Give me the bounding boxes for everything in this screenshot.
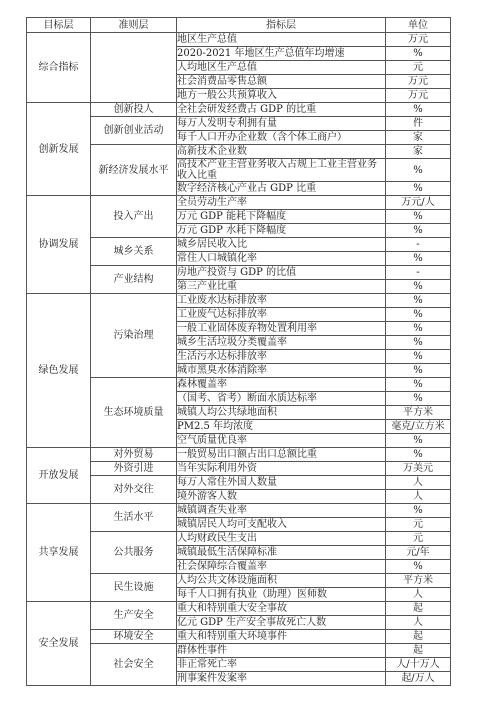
indicator-cell: 人均地区生产总值 [177,61,386,75]
unit-cell: 万元 [386,75,451,89]
unit-cell: 件 [386,117,451,131]
table-row [27,145,451,159]
table-row [27,602,451,616]
target-layer-cell: 创新发展 [27,103,91,196]
indicator-cell: 森林覆盖率 [177,378,386,392]
target-layer-cell: 绿色发展 [27,294,91,448]
criteria-layer-cell: 环境安全 [91,630,177,644]
unit-cell: % [386,210,451,224]
unit-cell: % [386,224,451,238]
unit-cell: - [386,266,451,280]
indicator-cell: 工业废气达标排放率 [177,308,386,322]
indicator-cell: 每万人发明专利拥有量 [177,117,386,131]
unit-cell: % [386,350,451,364]
unit-cell: 元/年 [386,546,451,560]
table-row [27,266,451,280]
unit-cell: % [386,448,451,462]
criteria-layer-cell: 社会安全 [91,644,177,686]
indicator-cell: 生活污水达标排放率 [177,350,386,364]
indicator-cell: 每千人口开办企业数（含个体工商户） [177,131,386,145]
header-target-layer: 目标层 [27,18,91,33]
unit-cell: % [386,280,451,294]
indicator-cell: 房地产投资与 GDP 的比值 [177,266,386,280]
table-row [27,532,451,546]
unit-cell: 起 [386,644,451,658]
target-layer-cell: 共享发展 [27,504,91,602]
criteria-layer-cell: 产业结构 [91,266,177,294]
criteria-layer-cell: 外资引进 [91,462,177,476]
indicator-cell: 重大和特别重大环境事件 [177,630,386,644]
criteria-layer-cell: 公共服务 [91,532,177,574]
target-layer-cell: 综合指标 [27,33,91,103]
indicator-cell: PM2.5 年均浓度 [177,420,386,434]
table-row [27,294,451,308]
indicator-cell: 人均公共文体设施面积 [177,574,386,588]
indicator-cell: 非正常死亡率 [177,658,386,672]
indicator-cell: 城市黑臭水体消除率 [177,364,386,378]
unit-cell: 平方米 [386,406,451,420]
indicator-cell: 城镇人均公共绿地面积 [177,406,386,420]
unit-cell: 万元 [386,33,451,47]
indicator-cell: 高技术产业主营业务收入占规上工业主营业务收入比重 [177,159,386,182]
unit-cell: 毫克/立方米 [386,420,451,434]
indicator-table [26,17,451,686]
indicator-cell: 城乡居民收入比 [177,238,386,252]
unit-cell: 人/十万人 [386,658,451,672]
indicator-cell: 2020-2021 年地区生产总值年均增速 [177,47,386,61]
unit-cell: % [386,434,451,448]
table-row [27,504,451,518]
criteria-layer-cell: 创新创业活动 [91,117,177,145]
criteria-layer-cell: 生活水平 [91,504,177,532]
header-row [27,18,451,33]
indicator-cell: （国考、省考）断面水质达标率 [177,392,386,406]
table-body [27,33,451,686]
unit-cell: % [386,294,451,308]
unit-cell: 人 [386,588,451,602]
table-row [27,33,451,47]
criteria-layer-cell: 创新投人 [91,103,177,117]
table-row [27,196,451,210]
unit-cell: 起 [386,602,451,616]
criteria-layer-cell: 对外交往 [91,476,177,504]
indicator-cell: 空气质量优良率 [177,434,386,448]
unit-cell: % [386,336,451,350]
criteria-layer-cell [91,33,177,103]
unit-cell: 平方米 [386,574,451,588]
indicator-cell: 数字经济核心产业占 GDP 比重 [177,182,386,196]
indicator-cell: 一般工业固体废弃物处置利用率 [177,322,386,336]
indicator-cell: 城镇最低生活保障标准 [177,546,386,560]
indicator-cell: 人均财政民生支出 [177,532,386,546]
unit-cell: 元 [386,532,451,546]
table-row [27,103,451,117]
indicator-cell: 当年实际利用外资 [177,462,386,476]
indicator-cell: 每万人常住外国人数量 [177,476,386,490]
indicator-cell: 高新技术企业数 [177,145,386,159]
unit-cell: % [386,159,451,182]
unit-cell: % [386,560,451,574]
unit-cell: 万美元 [386,462,451,476]
unit-cell: 万元 [386,89,451,103]
table-row [27,630,451,644]
table-row [27,644,451,658]
unit-cell: % [386,364,451,378]
indicator-cell: 常住人口城镇化率 [177,252,386,266]
table-row [27,448,451,462]
indicator-cell: 社会消费品零售总额 [177,75,386,89]
indicator-cell: 刑事案件发案率 [177,672,386,686]
unit-cell: % [386,504,451,518]
table-row [27,378,451,392]
indicator-cell: 城乡生活垃圾分类覆盖率 [177,336,386,350]
unit-cell: % [386,182,451,196]
unit-cell: % [386,308,451,322]
table-row [27,238,451,252]
unit-cell: 起/万人 [386,672,451,686]
criteria-layer-cell: 对外贸易 [91,448,177,462]
criteria-layer-cell: 民生设施 [91,574,177,602]
indicator-cell: 工业废水达标排放率 [177,294,386,308]
unit-cell: 家 [386,145,451,159]
unit-cell: - [386,238,451,252]
indicator-cell: 境外游客人数 [177,490,386,504]
criteria-layer-cell: 城乡关系 [91,238,177,266]
unit-cell: % [386,47,451,61]
unit-cell: % [386,392,451,406]
criteria-layer-cell: 生态环境质量 [91,378,177,448]
unit-cell: 万元/人 [386,196,451,210]
indicator-cell: 一般贸易出口额占出口总额比重 [177,448,386,462]
indicator-cell: 城镇调查失业率 [177,504,386,518]
indicator-cell: 万元 GDP 水耗下降幅度 [177,224,386,238]
target-layer-cell: 安全发展 [27,602,91,686]
indicator-cell: 社会保障综合覆盖率 [177,560,386,574]
unit-cell: % [386,378,451,392]
target-layer-cell: 协调发展 [27,196,91,294]
table-row [27,117,451,131]
unit-cell: 人 [386,476,451,490]
unit-cell: % [386,322,451,336]
indicator-cell: 第三产业比重 [177,280,386,294]
indicator-cell: 每千人口拥有执业（助理）医师数 [177,588,386,602]
unit-cell: % [386,252,451,266]
target-layer-cell: 开放发展 [27,448,91,504]
table-row [27,462,451,476]
indicator-cell: 全社会研发经费占 GDP 的比重 [177,103,386,117]
indicator-cell: 群体性事件 [177,644,386,658]
indicator-cell: 城镇居民人均可支配收入 [177,518,386,532]
indicator-cell: 全员劳动生产率 [177,196,386,210]
unit-cell: 元 [386,61,451,75]
header-indicator-layer: 指标层 [177,18,386,33]
table-row [27,574,451,588]
table-row [27,476,451,490]
unit-cell: 人 [386,490,451,504]
indicator-cell: 地区生产总值 [177,33,386,47]
indicator-cell: 万元 GDP 能耗下降幅度 [177,210,386,224]
header-criteria-layer: 准则层 [91,18,177,33]
criteria-layer-cell: 生产安全 [91,602,177,630]
criteria-layer-cell: 投入产出 [91,196,177,238]
indicator-cell: 地方一般公共预算收入 [177,89,386,103]
unit-cell: 元 [386,518,451,532]
unit-cell: % [386,103,451,117]
criteria-layer-cell: 新经济发展水平 [91,145,177,196]
unit-cell: 人 [386,616,451,630]
indicator-cell: 重大和特别重大安全事故 [177,602,386,616]
header-unit: 单位 [386,18,451,33]
unit-cell: 家 [386,131,451,145]
criteria-layer-cell: 污染治理 [91,294,177,378]
unit-cell: 起 [386,630,451,644]
indicator-cell: 亿元 GDP 生产安全事故死亡人数 [177,616,386,630]
